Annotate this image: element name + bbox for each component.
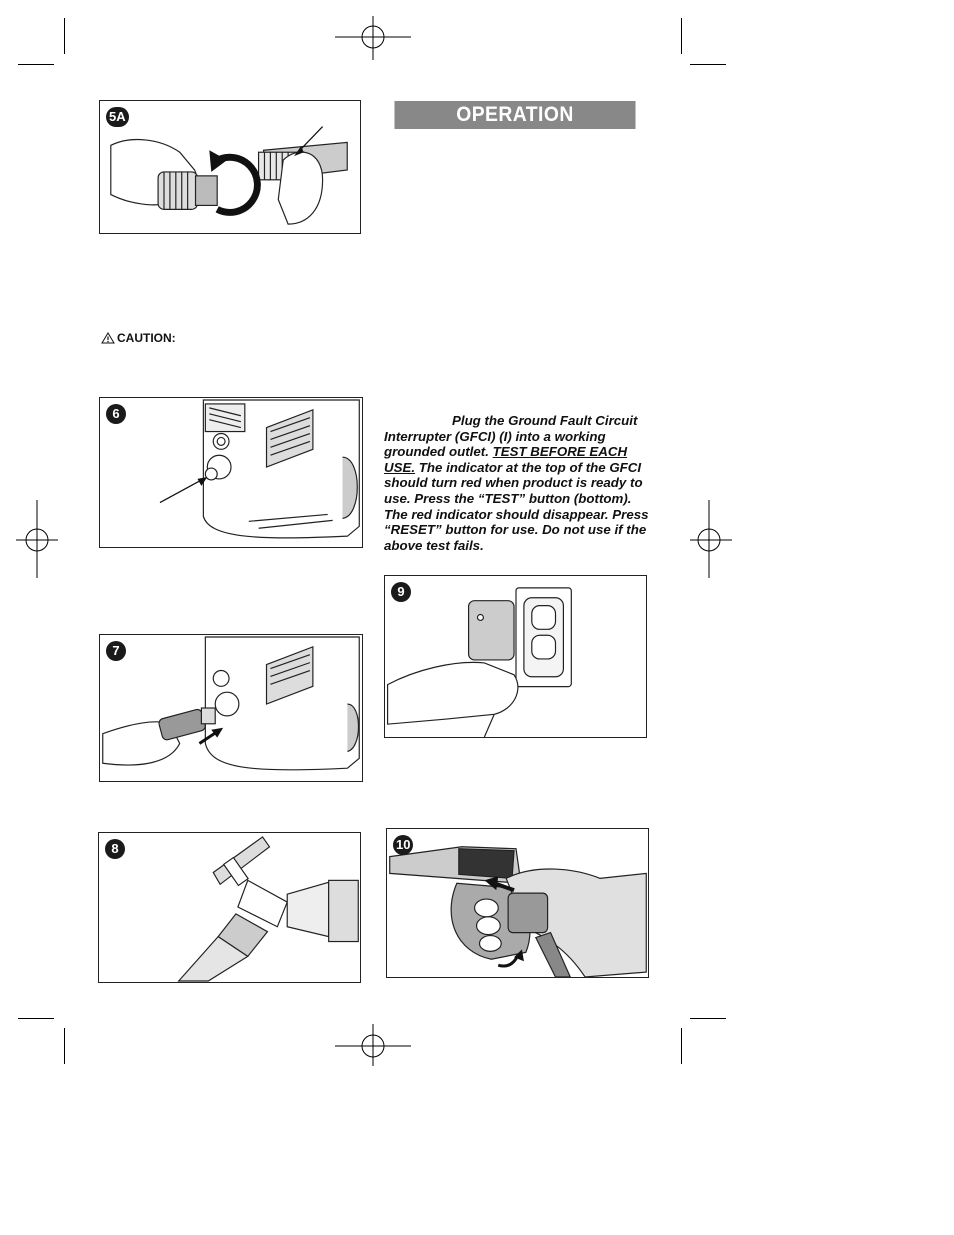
- figure-7: [99, 634, 363, 782]
- figure-badge: 8: [105, 839, 125, 859]
- open-water-faucet-illustration: [99, 833, 360, 982]
- figure-badge: 6: [106, 404, 126, 424]
- gfci-test-emphasis: TEST BEFORE EACH USE.: [384, 444, 628, 475]
- caution-text: CAUTION:: [117, 331, 176, 345]
- gfci-plug-outlet-illustration: [385, 576, 646, 737]
- gfci-rest-text: The indicator at the top of the GFCI should turn red when product is ready to use. Press the “TEST” button (bottom). The red indicator should disappear. Press “RESET” button for use. Do not use if the above test fails.: [384, 459, 649, 553]
- figure-badge: 10: [393, 835, 413, 855]
- figure-badge: 5A: [106, 107, 129, 127]
- figure-5a: [99, 100, 361, 234]
- figure-badge: 7: [106, 641, 126, 661]
- spray-gun-trigger-illustration: [387, 829, 648, 977]
- attach-garden-hose-illustration: [100, 635, 362, 781]
- washer-water-inlet-illustration: [100, 398, 362, 547]
- hose-coupling-twist-illustration: [100, 101, 360, 233]
- figure-8: [98, 832, 361, 983]
- figure-9: [384, 575, 647, 738]
- figure-10: [386, 828, 649, 978]
- caution-label: [101, 331, 176, 345]
- warning-triangle-icon: [101, 332, 115, 344]
- figure-badge: 9: [391, 582, 411, 602]
- gfci-instruction: [384, 413, 649, 553]
- section-heading: OPERATION: [394, 101, 635, 129]
- gfci-lead-text: Plug the Ground Fault Circuit Interrupter (GFCI) (I) into a working grounded outlet.: [384, 413, 638, 460]
- figure-6: [99, 397, 363, 548]
